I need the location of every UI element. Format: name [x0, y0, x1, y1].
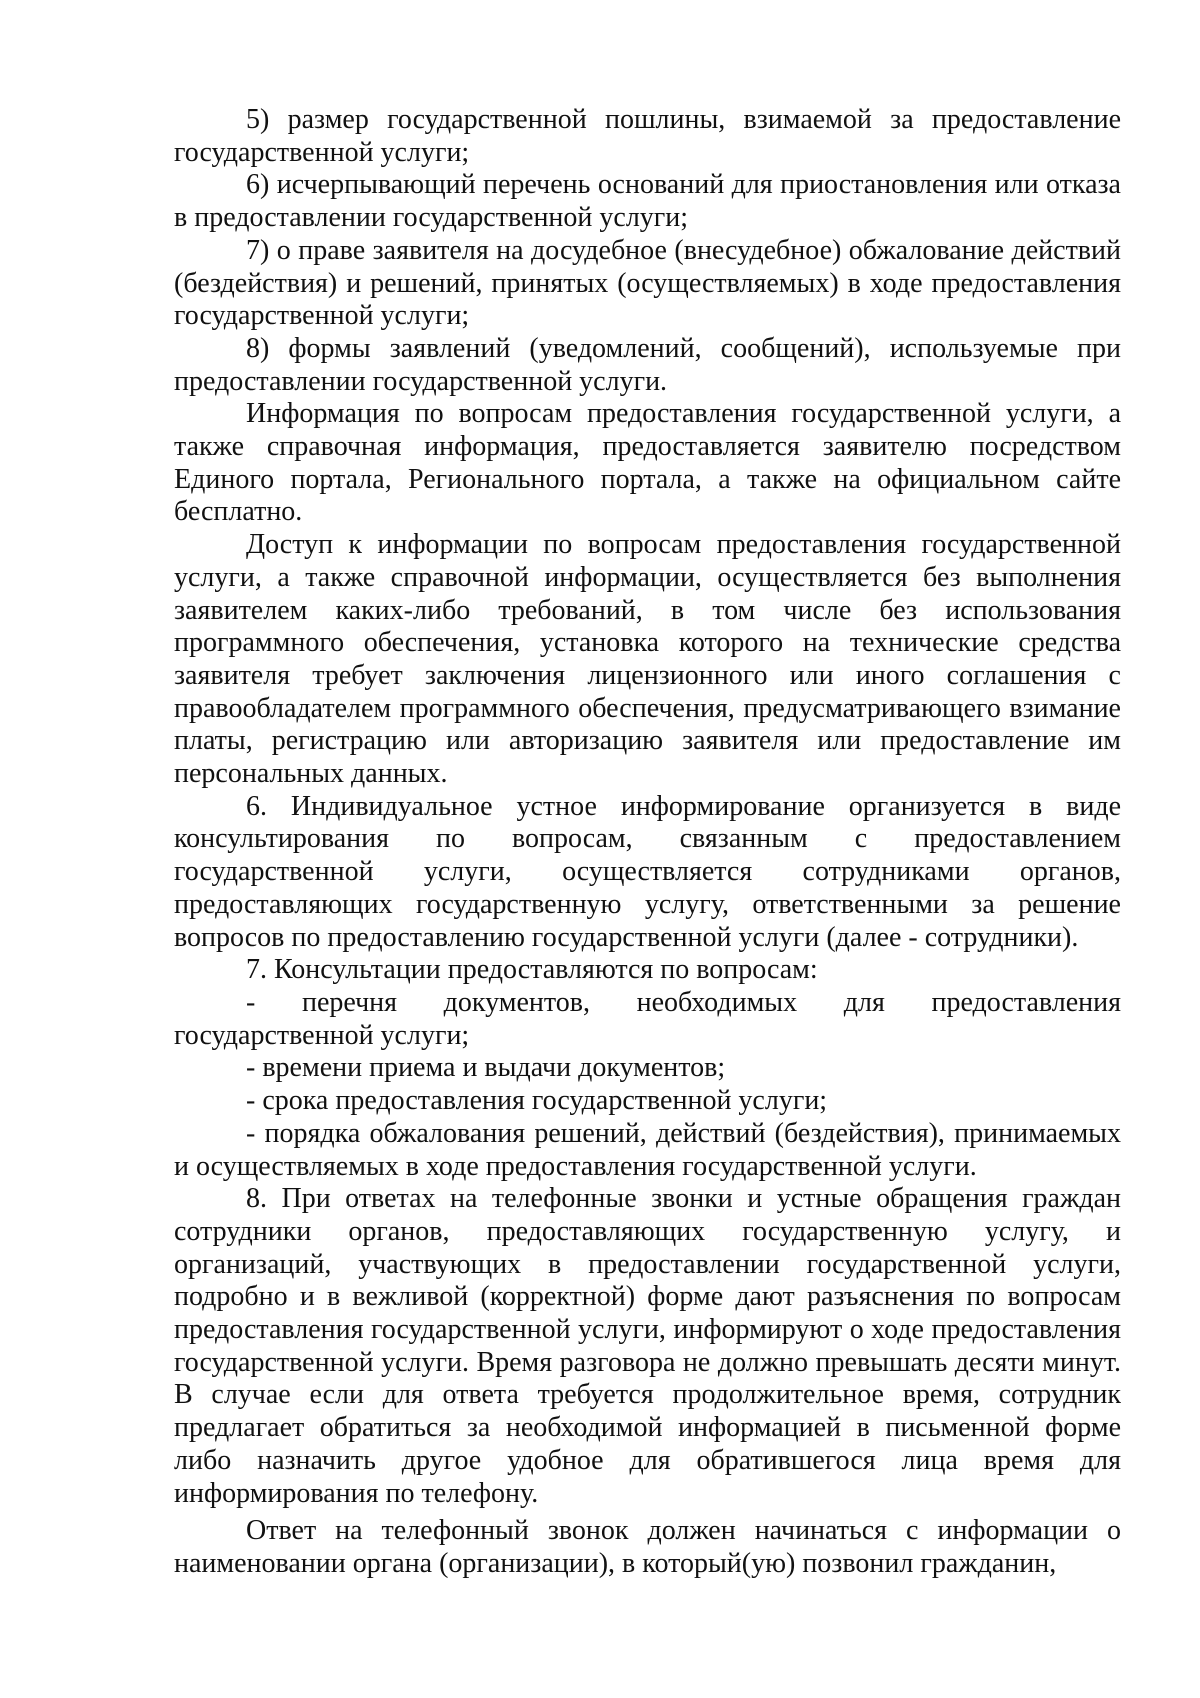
list-item-service-term: - срока предоставления государственной услуги; [246, 1085, 828, 1117]
paragraph-fee-item: 5) размер государственной пошлины, взимаемой за предоставление государственной услуги; [174, 104, 1121, 168]
paragraph-phone-answer: Ответ на телефонный звонок должен начинаться с информации о наименовании органа (организации), в который(ую) позвонил гражданин, [174, 1515, 1121, 1579]
paragraph-section-6: 6. Индивидуальное устное информирование организуется в виде консультирования по вопросам, связанным с предоставлением государственной услуги, осуществляется сотрудниками органов, предоставляющих государственную услугу, ответственными за решение вопросов по предоставлению государственной услуги (далее - сотрудники). [174, 790, 1121, 953]
paragraph-section-8: 8. При ответах на телефонные звонки и устные обращения граждан сотрудники органов, предоставляющих государственную услугу, и организаций, участвующих в предоставлении государственной услуги, подробно и в вежливой (корректной) форме дают разъяснения по вопросам предоставления государственной услуги, информируют о ходе предоставления государственной услуги. Время разговора не должно превышать десяти минут. В случае если для ответа требуется продолжительное время, сотрудник предлагает обратиться за необходимой информацией в письменной форме либо назначить другое удобное для обратившегося лица время для информирования по телефону. [174, 1183, 1121, 1509]
list-item-documents: - перечня документов, необходимых для предоставления государственной услуги; [174, 986, 1121, 1051]
list-item-appeal-procedure: - порядка обжалования решений, действий (бездействия), принимаемых и осуществляемых в ходе предоставления государственной услуги. [174, 1117, 1121, 1182]
paragraph-refusal-grounds-item: 6) исчерпывающий перечень оснований для приостановления или отказа в предоставлении государственной услуги; [174, 169, 1121, 234]
paragraph-information-access: Доступ к информации по вопросам предоставления государственной услуги, а также справочной информации, осуществляется без выполнения заявителем каких-либо требований, в том числе без использования программного обеспечения, установка которого на технические средства заявителя требует заключения лицензионного или иного соглашения с правообладателем программного обеспечения, предусматривающего взимание платы, регистрацию или авторизацию заявителя или предоставление им персональных данных. [174, 529, 1121, 790]
paragraph-appeal-right-item: 7) о праве заявителя на досудебное (внесудебное) обжалование действий (бездействия) и решений, принятых (осуществляемых) в ходе предоставления государственной услуги; [174, 234, 1121, 332]
document-page [174, 104, 1121, 1581]
paragraph-information-free: Информация по вопросам предоставления государственной услуги, а также справочная информация, предоставляется заявителю посредством Единого портала, Регионального портала, а также на официальном сайте бесплатно. [174, 398, 1121, 528]
paragraph-application-forms-item: 8) формы заявлений (уведомлений, сообщений), используемые при предоставлении государственной услуги. [174, 332, 1121, 397]
list-item-reception-time: - времени приема и выдачи документов; [246, 1052, 726, 1084]
paragraph-section-7: 7. Консультации предоставляются по вопросам: [246, 954, 818, 986]
